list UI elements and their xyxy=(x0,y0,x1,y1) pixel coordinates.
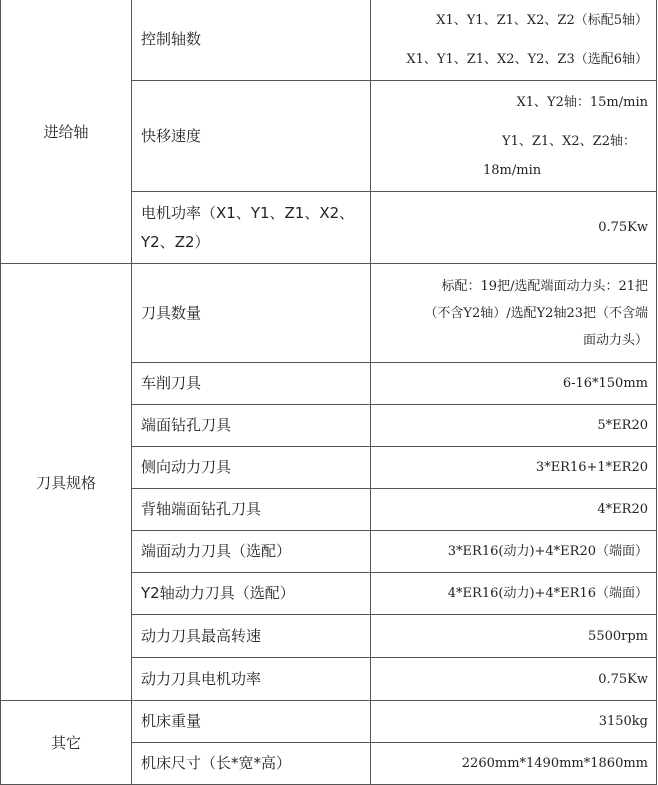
value-line: Y1、Z1、X2、Z2轴： xyxy=(502,133,636,149)
spec-name: 机床尺寸（长*宽*高） xyxy=(132,743,371,785)
spec-name: 机床重量 xyxy=(132,701,371,743)
value-line: X1、Y1、Z1、X2、Z2（标配5轴） xyxy=(436,12,648,28)
spec-value xyxy=(371,264,657,363)
spec-value: 2260mm*1490mm*1860mm xyxy=(371,743,657,785)
spec-value xyxy=(371,0,657,81)
group-label-tool-spec: 刀具规格 xyxy=(1,264,132,701)
group-label-feed-axis: 进给轴 xyxy=(1,0,132,264)
spec-value: 0.75Kw xyxy=(371,192,657,264)
spec-value: 3*ER16(动力)+4*ER20（端面） xyxy=(371,531,657,573)
spec-value: 5500rpm xyxy=(371,615,657,658)
value-line: 18m/min xyxy=(483,162,542,178)
spec-value xyxy=(371,81,657,192)
spec-value: 4*ER16(动力)+4*ER16（端面） xyxy=(371,573,657,615)
value-line: （不含Y2轴）/选配Y2轴23把（不含端 xyxy=(424,305,648,321)
spec-name: 动力刀具最高转速 xyxy=(132,615,371,658)
spec-value: 0.75Kw xyxy=(371,658,657,701)
spec-name: 车削刀具 xyxy=(132,363,371,405)
value-line: 标配：19把/选配端面动力头：21把 xyxy=(441,278,648,294)
spec-name: 端面钻孔刀具 xyxy=(132,405,371,447)
spec-value: 3*ER16+1*ER20 xyxy=(371,447,657,489)
spec-name: Y2轴动力刀具（选配） xyxy=(132,573,371,615)
spec-name: 电机功率（X1、Y1、Z1、X2、Y2、Z2） xyxy=(132,192,371,264)
spec-value: 3150kg xyxy=(371,701,657,743)
spec-name: 刀具数量 xyxy=(132,264,371,363)
spec-name: 端面动力刀具（选配） xyxy=(132,531,371,573)
spec-value: 6-16*150mm xyxy=(371,363,657,405)
spec-value: 5*ER20 xyxy=(371,405,657,447)
spec-name: 侧向动力刀具 xyxy=(132,447,371,489)
spec-name: 快移速度 xyxy=(132,81,371,192)
spec-name: 背轴端面钻孔刀具 xyxy=(132,489,371,531)
table-row xyxy=(1,264,657,363)
spec-value: 4*ER20 xyxy=(371,489,657,531)
spec-name: 控制轴数 xyxy=(132,0,371,81)
group-label-other: 其它 xyxy=(1,701,132,785)
table-row xyxy=(1,701,657,743)
spec-name: 动力刀具电机功率 xyxy=(132,658,371,701)
value-line: 面动力头） xyxy=(582,332,648,348)
value-line: X1、Y2轴：15m/min xyxy=(516,94,648,110)
table-row xyxy=(1,0,657,81)
value-line: X1、Y1、Z1、X2、Y2、Z3（选配6轴） xyxy=(406,51,648,67)
